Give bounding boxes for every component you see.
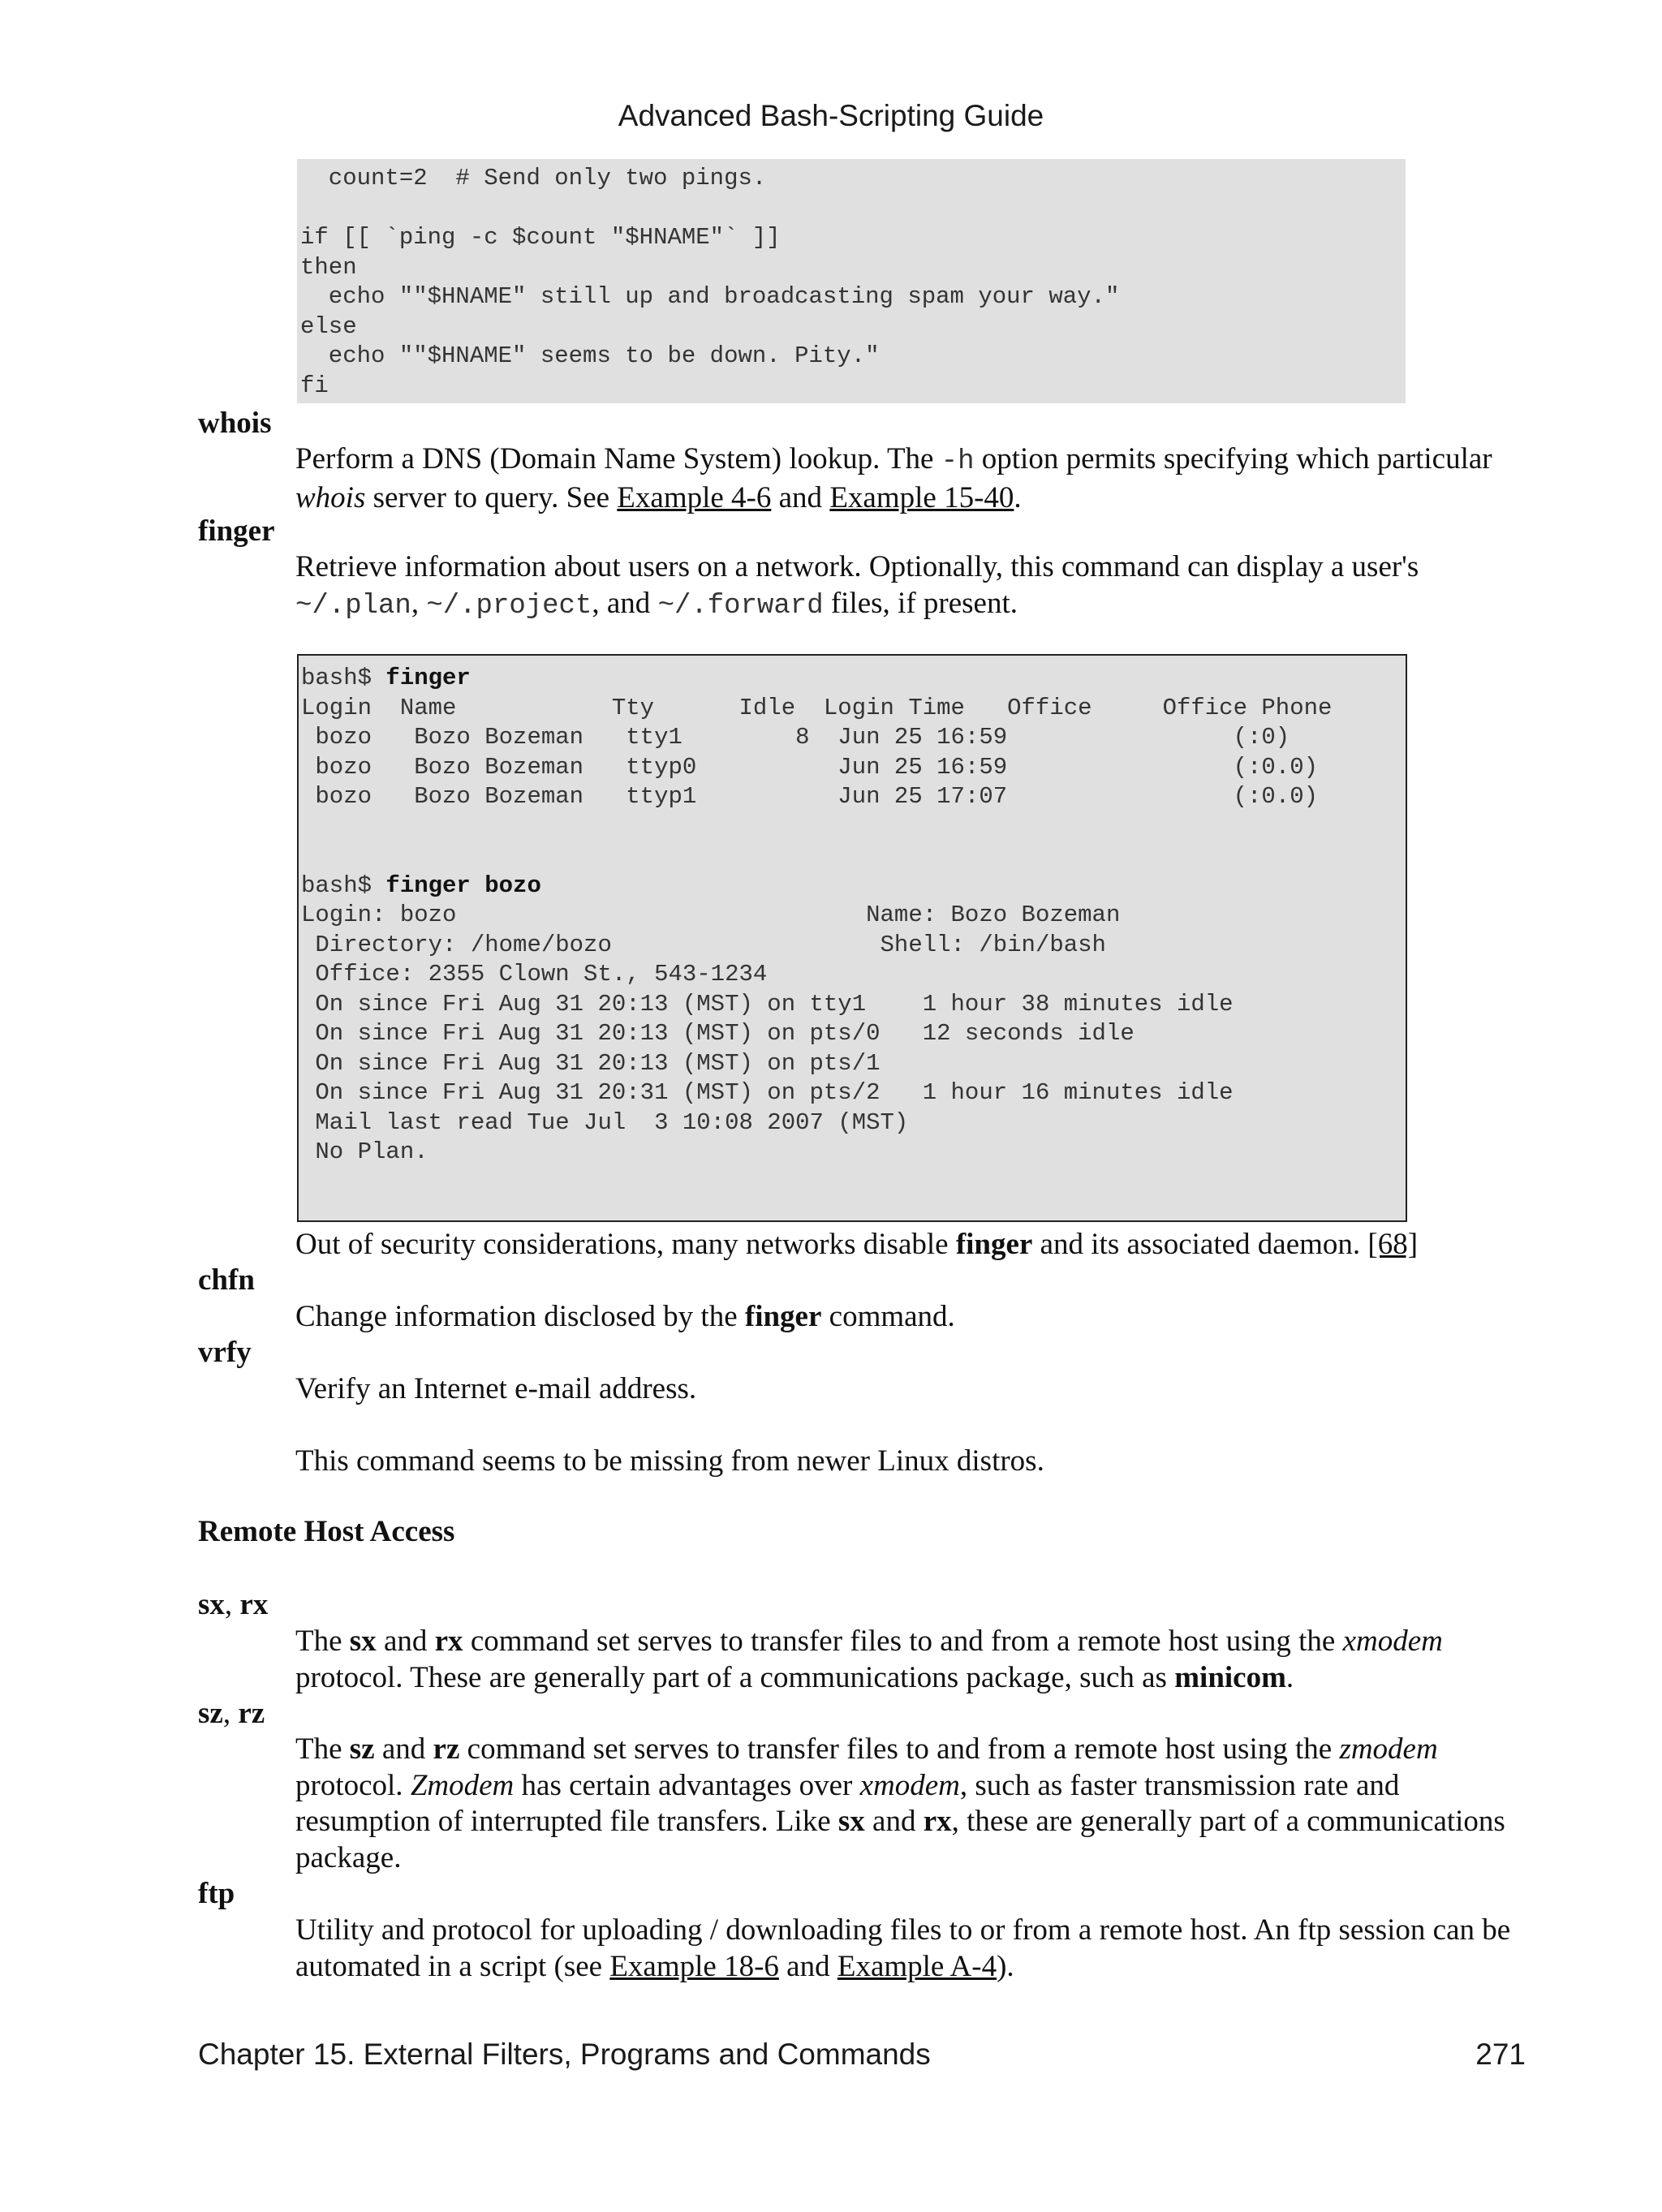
ftp-t4: ). [997, 1949, 1014, 1983]
szrz-b2: rz [433, 1732, 460, 1766]
szrz-line-3 [295, 1804, 1505, 1840]
file-forward: ~/.forward [657, 590, 824, 622]
whois-line-1 [295, 441, 1492, 480]
command-finger: finger [385, 665, 471, 691]
sxrx-b3: minicom [1174, 1660, 1286, 1694]
code-block-ping: count=2 # Send only two pings. if [[ `ping -c $count "$HNAME"` ]] then echo ""$HNAME" still up and broadcasting spam your way." else echo ""$HNAME" seems to be down. Pity." fi [297, 159, 1406, 403]
chfn-bold: finger [744, 1300, 822, 1333]
note-bold: finger [955, 1228, 1033, 1261]
chfn-text-1: Change information disclosed by the [295, 1300, 745, 1333]
ftp-line-2 [295, 1949, 1510, 1986]
ftp-t3: and [778, 1949, 837, 1983]
term-sz: sz [198, 1697, 223, 1730]
sxrx-t1: The [295, 1625, 350, 1658]
szrz-t9: , these are generally part of a communications [951, 1805, 1505, 1838]
finger-security-note [295, 1227, 1418, 1263]
whois-line-2 [295, 480, 1492, 517]
term-finger: finger [198, 514, 275, 548]
file-project: ~/.project [426, 590, 592, 622]
sxrx-line-2 [295, 1660, 1443, 1697]
file-plan: ~/.plan [295, 590, 411, 622]
whois-text-1: Perform a DNS (Domain Name System) lookup. The [295, 442, 941, 476]
whois-text-4: and [771, 480, 830, 514]
chfn-description [295, 1299, 955, 1336]
term-chfn: chfn [198, 1263, 255, 1297]
ftp-description [295, 1913, 1510, 1985]
finger-description [295, 549, 1419, 624]
term-rx: rx [239, 1588, 269, 1621]
finger-line-2 [295, 586, 1419, 625]
whois-description [295, 441, 1492, 516]
page-header-title: Advanced Bash-Scripting Guide [618, 99, 1044, 132]
szrz-t1: The [295, 1732, 350, 1766]
link-example-a-4[interactable]: Example A-4 [837, 1949, 997, 1983]
chfn-text-2: command. [821, 1300, 955, 1333]
szrz-t8: and [864, 1805, 924, 1838]
szrz-b1: sz [349, 1732, 375, 1766]
whois-option: -h [941, 446, 975, 477]
sxrx-i1: xmodem [1342, 1625, 1443, 1658]
prompt-1: bash$ [301, 665, 386, 691]
section-heading: Remote Host Access [198, 1515, 455, 1548]
sxrx-t4: protocol. These are generally part of a communications package, such as [295, 1660, 1175, 1694]
szrz-t4: protocol. [295, 1768, 411, 1802]
szrz-t3: command set serves to transfer files to and from a remote host using the [459, 1732, 1340, 1766]
whois-text-2: option permits specifying which particular [974, 442, 1492, 476]
footer-page-number: 271 [1475, 2038, 1526, 2071]
vrfy-description: Verify an Internet e-mail address. [295, 1372, 697, 1405]
sxrx-b1: sx [349, 1625, 377, 1658]
szrz-t2: and [374, 1732, 433, 1766]
whois-text-5: . [1014, 480, 1022, 514]
sxrx-description [295, 1624, 1443, 1696]
szrz-b3: sx [837, 1805, 865, 1838]
sxrx-line-1 [295, 1624, 1443, 1660]
term-whois: whois [198, 407, 272, 440]
whois-text-3: server to query. See [365, 480, 618, 514]
note-text-1: Out of security considerations, many networks disable [295, 1228, 956, 1261]
szrz-t7: resumption of interrupted file transfers. Like [295, 1805, 838, 1838]
szrz-t6: , such as faster transmission rate and [959, 1768, 1400, 1802]
ftp-line-1: Utility and protocol for uploading / downloading files to or from a remote host. An ftp session can be [295, 1913, 1511, 1947]
sxrx-t2: and [376, 1625, 435, 1658]
output-finger-bozo: Login: bozo Name: Bozo Bozeman Directory: /home/bozo Shell: /bin/bash Office: 2355 Clown St., 543-1234 On since Fri Aug 31 20:13 (MST) on tty1 1 hour 38 minutes idle On since Fri Aug 31 20:13 (MST) on pts/0 12 seconds idle On since Fri Aug 31 20:13 (MST) on pts/1 On since Fri Aug 31 20:31 (MST) on pts/2 1 hour 16 minutes idle Mail last read Tue Jul 3 10:08 2007 (MST) No Plan. [301, 902, 1234, 1165]
szrz-description [295, 1732, 1505, 1876]
finger-sep-1: , [411, 586, 427, 620]
sxrx-b2: rx [434, 1625, 463, 1658]
term-sz-rz [198, 1696, 265, 1731]
term-sep: , [224, 1588, 240, 1621]
szrz-i3: xmodem [859, 1768, 960, 1802]
prompt-2: bash$ [301, 871, 386, 899]
link-example-15-40[interactable]: Example 15-40 [829, 480, 1014, 514]
term-ftp: ftp [198, 1877, 235, 1910]
term-rz: rz [238, 1697, 265, 1730]
ftp-t2: automated in a script (see [295, 1949, 610, 1983]
footnote-link[interactable]: [68] [1367, 1228, 1419, 1261]
link-example-4-6[interactable]: Example 4-6 [617, 480, 772, 514]
szrz-i2: Zmodem [410, 1768, 515, 1802]
note-text-2: and its associated daemon. [1032, 1228, 1368, 1261]
code-block-finger [297, 654, 1407, 1222]
term-sx-rx [198, 1587, 268, 1622]
szrz-b4: rx [923, 1805, 952, 1838]
term-sx: sx [198, 1588, 225, 1621]
link-example-18-6[interactable]: Example 18-6 [609, 1949, 779, 1983]
whois-italic: whois [295, 480, 366, 514]
sxrx-t3: command set serves to transfer files to and from a remote host using the [463, 1625, 1343, 1658]
footer-chapter: Chapter 15. External Filters, Programs and Commands [198, 2038, 931, 2071]
szrz-line-2 [295, 1768, 1505, 1805]
szrz-i1: zmodem [1339, 1732, 1438, 1766]
term-vrfy: vrfy [198, 1336, 252, 1369]
command-finger-bozo: finger bozo [385, 871, 541, 899]
sxrx-t5: . [1285, 1660, 1294, 1694]
finger-text-2: files, if present. [823, 586, 1018, 620]
finger-line-1: Retrieve information about users on a network. Optionally, this command can display a user's [295, 550, 1419, 583]
term-sep: , [222, 1697, 239, 1730]
output-finger: Login Name Tty Idle Login Time Office Office Phone bozo Bozo Bozeman tty1 8 Jun 25 16:59 (:0) bozo Bozo Bozeman ttyp0 Jun 25 16:59 (:0.0) bozo Bozo Bozeman ttyp1 Jun 25 17:07 (:0.0) [301, 694, 1333, 810]
szrz-line-1 [295, 1732, 1505, 1768]
szrz-line-4: package. [295, 1840, 402, 1874]
vrfy-note: This command seems to be missing from newer Linux distros. [295, 1444, 1044, 1478]
finger-sep-2: , and [592, 586, 658, 620]
szrz-t5: has certain advantages over [514, 1768, 860, 1802]
